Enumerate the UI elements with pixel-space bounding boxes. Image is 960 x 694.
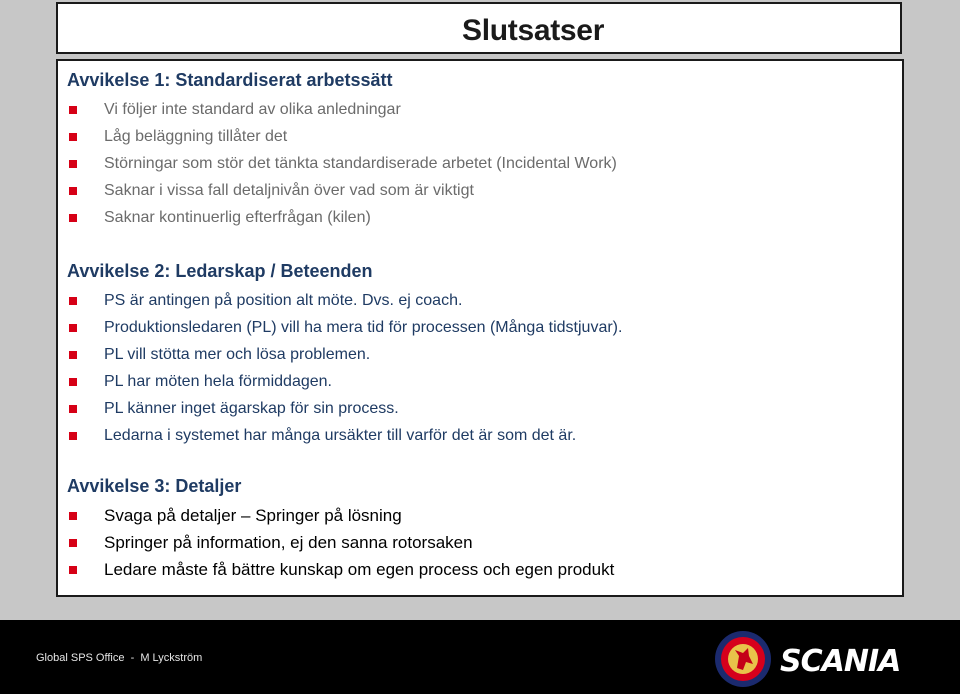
- list-item: PS är antingen på position alt möte. Dvs. ej coach.: [67, 287, 372, 314]
- list-item: PL vill stötta mer och lösa problemen.: [67, 341, 372, 368]
- section-heading: Avvikelse 3: Detaljer: [67, 476, 242, 496]
- bullet-icon: [69, 351, 77, 359]
- list-item: Ledarna i systemet har många ursäkter till varför det är som det är.: [67, 422, 372, 449]
- title-frame: [56, 2, 902, 54]
- bullet-icon: [69, 106, 77, 114]
- scania-griffin-emblem-icon: [713, 628, 773, 690]
- bullet-icon: [69, 378, 77, 386]
- bullet-icon: [69, 133, 77, 141]
- list-item: Störningar som stör det tänkta standardiserade arbetet (Incidental Work): [67, 150, 393, 177]
- bullet-icon: [69, 566, 77, 574]
- bullet-icon: [69, 187, 77, 195]
- section-3: [67, 475, 615, 583]
- list-item: Saknar kontinuerlig efterfrågan (kilen): [67, 204, 393, 231]
- list-item: Svaga på detaljer – Springer på lösning: [67, 502, 241, 529]
- list-item: Saknar i vissa fall detaljnivån över vad som är viktigt: [67, 177, 393, 204]
- list-item: Vi följer inte standard av olika anledningar: [67, 96, 393, 123]
- bullet-icon: [69, 405, 77, 413]
- list-item: Springer på information, ej den sanna rotorsaken: [67, 529, 241, 556]
- section-heading: Avvikelse 2: Ledarskap / Beteenden: [67, 261, 373, 281]
- list-item: Låg beläggning tillåter det: [67, 123, 393, 150]
- footer-bar: [0, 620, 960, 694]
- bullet-icon: [69, 324, 77, 332]
- bullet-icon: [69, 432, 77, 440]
- scania-logo: SCANIA: [780, 644, 901, 679]
- list-item: PL har möten hela förmiddagen.: [67, 368, 372, 395]
- bullet-icon: [69, 539, 77, 547]
- list-item: PL känner inget ägarskap för sin process.: [67, 395, 372, 422]
- section-1: [67, 69, 617, 231]
- list-item: Ledare måste få bättre kunskap om egen process och egen produkt: [67, 556, 241, 583]
- footer-text: Global SPS Office - M Lyckström: [36, 652, 203, 664]
- section-2: [67, 260, 623, 449]
- bullet-icon: [69, 297, 77, 305]
- list-item: Produktionsledaren (PL) vill ha mera tid för processen (Många tidstjuvar).: [67, 314, 372, 341]
- bullet-icon: [69, 214, 77, 222]
- bullet-icon: [69, 512, 77, 520]
- content-frame: [56, 59, 904, 597]
- slide-title: Slutsatser: [462, 14, 605, 47]
- section-heading: Avvikelse 1: Standardiserat arbetssätt: [67, 70, 393, 90]
- bullet-icon: [69, 160, 77, 168]
